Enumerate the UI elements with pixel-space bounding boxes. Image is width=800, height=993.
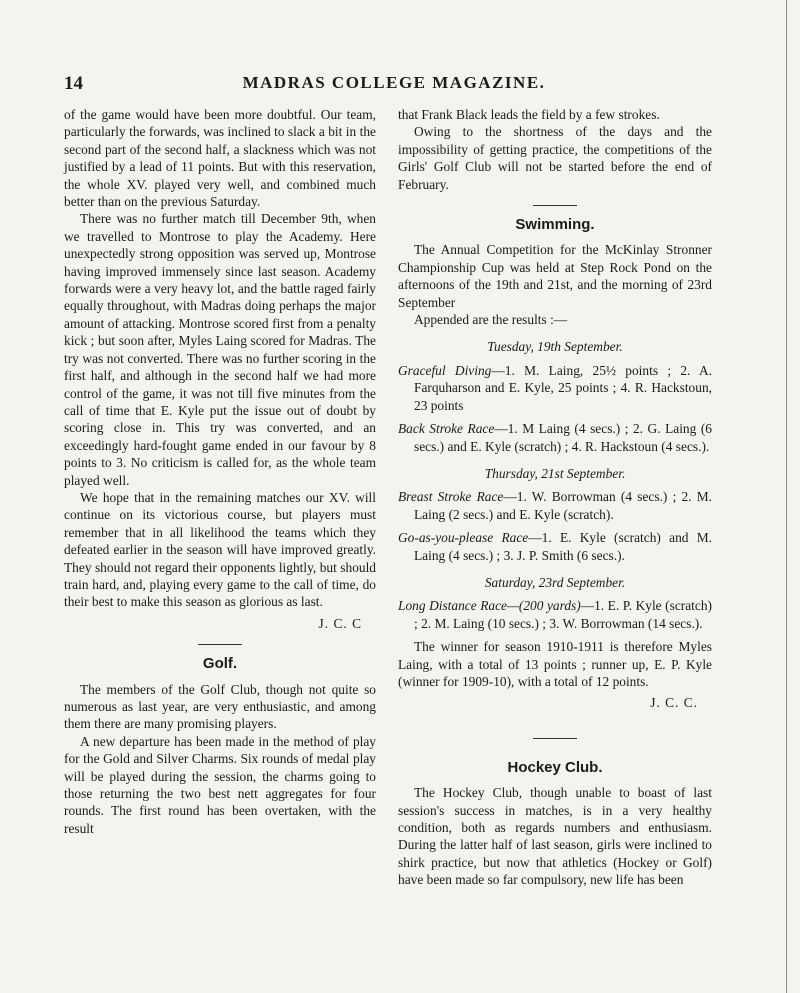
rugby-paragraph-2: There was no further match till December 9th, when we travelled to Montrose to play the Academy. Here unexpectedly strong opposition was served up, Montrose having improved immensely since last season. Academy forwards were a very heavy lot, and the battle raged fairly equally throughout, with Madras doing perhaps the major amount of attacking. Montrose scored first from a penalty kick ; but soon after, Myles Laing scored for Madras. The try was not converted. There was no further scoring in the first half, and although in the second half we had more control of the game, it was not till five minutes from the call of time that E. Kyle put the issue out of doubt by scoring close in. This try was converted, and an exceedingly hard-fought game ended in our favour by 8 points to 3. No criticism is called for, as the whole team played well. xyxy=(64,211,376,488)
result-go-as-you-please xyxy=(398,529,712,564)
event-name: Go-as-you-please Race xyxy=(398,530,529,546)
result-long-distance xyxy=(398,597,712,632)
hockey-heading: Hockey Club. xyxy=(507,758,603,776)
golf-paragraph-3: Owing to the shortness of the days and the impossibility of getting practice, the competitions of the Girls' Golf Club will not be started before the end of February. xyxy=(398,124,712,192)
right-column xyxy=(398,106,712,889)
page-number: 14 xyxy=(64,73,83,94)
swimming-heading: Swimming. xyxy=(515,216,595,234)
rugby-paragraph-1: of the game would have been more doubtful. Our team, particularly the forwards, was inclined to slack a bit in the second part of the second half, a slackness which was not justified by a lead of 11 points. But with this reservation, the whole XV. played very well, and combined much better than on the previous Saturday. xyxy=(64,107,376,210)
event-result: —1. M. Laing, 25½ points ; 2. A. Farquharson and E. Kyle, 25 points ; 4. R. Hackstoun, 23 points xyxy=(414,362,712,413)
event-result: —1. W. Borrowman (4 secs.) ; 2. M. Laing (2 secs.) and E. Kyle (scratch). xyxy=(414,489,712,522)
golf-continuation: that Frank Black leads the field by a few strokes. xyxy=(398,107,660,122)
result-graceful-diving xyxy=(398,362,712,414)
rugby-signature: J. C. C xyxy=(318,615,362,631)
event-name: Breast Stroke Race xyxy=(398,489,504,505)
result-back-stroke xyxy=(398,420,712,455)
left-column xyxy=(64,106,376,837)
event-result: —1. E. P. Kyle (scratch) ; 2. M. Laing (10 secs.) ; 3. W. Borrowman (14 secs.). xyxy=(414,598,712,631)
magazine-title: MADRAS COLLEGE MAGAZINE. xyxy=(242,73,546,92)
swimming-paragraph-2: Appended are the results :— xyxy=(414,312,568,328)
swimming-paragraph-1: The Annual Competition for the McKinlay Stronner Championship Cup was held at Step Rock Pond on the afternoons of the 19th and 21st, and the morning of 23rd September xyxy=(398,242,712,310)
event-distance: —(200 yards) xyxy=(506,598,581,614)
day-heading-thursday: Thursday, 21st September. xyxy=(484,465,626,481)
section-divider xyxy=(533,205,577,206)
swimming-signature: J. C. C. xyxy=(650,695,698,711)
event-result: —1. M Laing (4 secs.) ; 2. G. Laing (6 secs.) and E. Kyle (scratch) ; 4. R. Hackstoun (4 secs.). xyxy=(414,421,712,454)
section-divider xyxy=(198,644,242,645)
hockey-paragraph-1: The Hockey Club, though unable to boast of last session's success in matches, is in a very healthy condition, both as regards numbers and enthusiasm. During the latter half of last season, girls were inclined to shirk practice, but now that athletics (Hockey or Golf) have been made so far compulsory, new life has been xyxy=(398,785,712,888)
day-heading-tuesday: Tuesday, 19th September. xyxy=(487,339,623,355)
page-header xyxy=(64,73,724,95)
section-divider xyxy=(533,738,577,739)
event-name: Back Stroke Race xyxy=(398,421,495,437)
golf-heading: Golf. xyxy=(202,655,238,673)
event-name: Long Distance Race xyxy=(398,598,507,614)
event-result: —1. E. Kyle (scratch) and M. Laing (4 secs.) ; 3. J. P. Smith (6 secs.). xyxy=(414,530,712,563)
rugby-paragraph-3: We hope that in the remaining matches our XV. will continue on its victorious course, but players must remember that in all likelihood the teams which they defeated earlier in the season will have improved greatly. They should not regard their opponents lightly, but should train hard, and, playing every game to the call of time, do their best to make this season as glorious as last. xyxy=(64,489,376,610)
swimming-paragraph-3: The winner for season 1910-1911 is therefore Myles Laing, with a total of 13 points ; runner up, E. P. Kyle (winner for 1909-10), with a total of 12 points. xyxy=(398,639,712,689)
golf-paragraph-1: The members of the Golf Club, though not quite so numerous as last year, are very enthusiastic, and among them there are many promising players. xyxy=(64,681,376,732)
result-breast-stroke xyxy=(398,488,712,523)
page-edge-line xyxy=(786,0,787,993)
event-name: Graceful Diving xyxy=(398,362,492,378)
day-heading-saturday: Saturday, 23rd September. xyxy=(484,574,626,590)
golf-paragraph-2: A new departure has been made in the method of play for the Gold and Silver Charms. Six rounds of medal play will be played during the session, the charms going to those returning the two best nett aggregates for four rounds. The first round has been overtaken, with the result xyxy=(64,733,376,836)
